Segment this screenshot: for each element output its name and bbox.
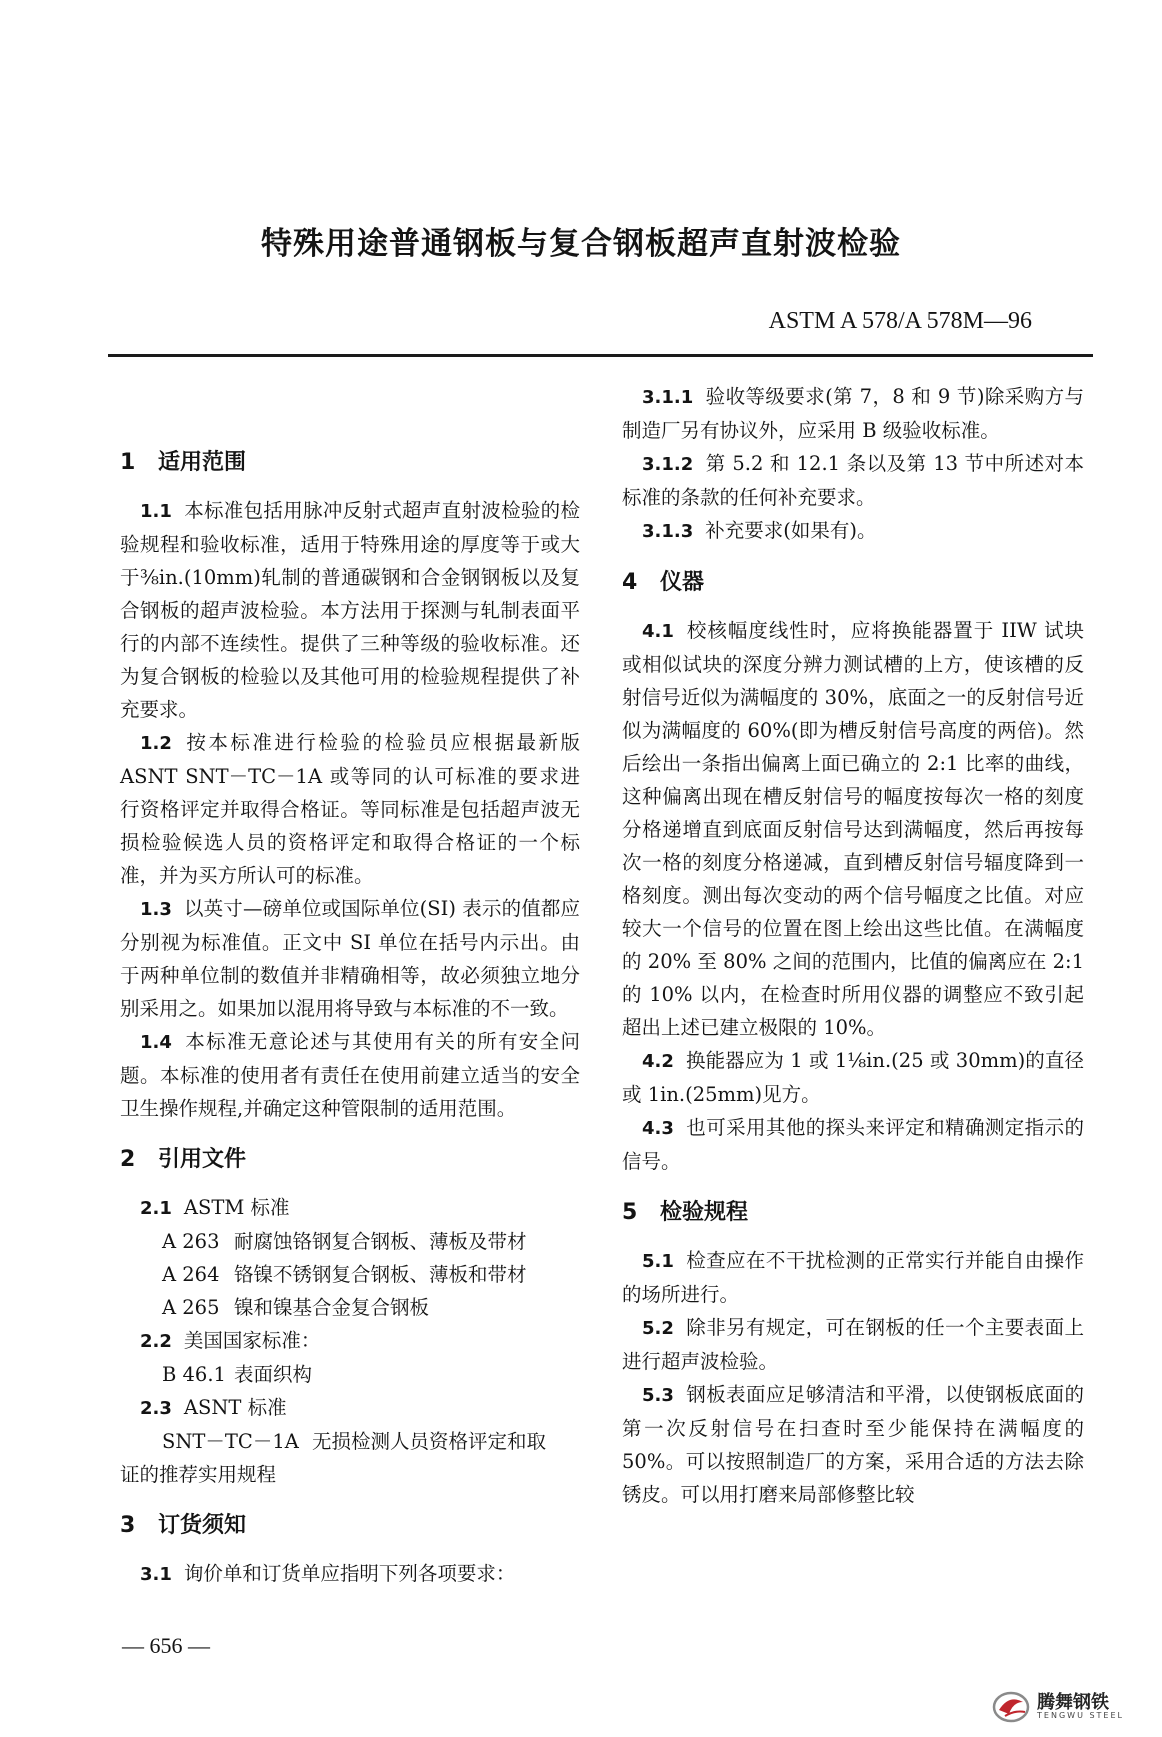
page-number: — 656 — bbox=[122, 1633, 210, 1658]
tengwu-logo-icon bbox=[991, 1690, 1031, 1724]
section-heading-2: 2 引用文件 bbox=[120, 1147, 247, 1172]
clause-2-3: 2.3 ASNT 标准 bbox=[140, 1396, 287, 1419]
header-rule bbox=[108, 354, 1093, 357]
clause-5-1: 5.1 检查应在不干扰检测的正常实行并能自由操作的场所进行。 bbox=[622, 1249, 1084, 1306]
clause-1-3: 1.3 以英寸—磅单位或国际单位(SI) 表示的值都应分别视为标准值。正文中 SI 单位在括号内示出。由于两种单位制的数值并非精确相等，故必须独立地分别采用之。如果加以混用将导致与本标准的不一致。 bbox=[120, 897, 580, 1020]
page-title: 特殊用途普通钢板与复合钢板超声直射波检验 bbox=[261, 226, 901, 262]
section-heading-1: 1 适用范围 bbox=[120, 450, 247, 475]
clause-3-1-1: 3.1.1 验收等级要求(第 7，8 和 9 节)除采购方与制造厂另有协议外，应采用 B 级验收标准。 bbox=[622, 385, 1084, 442]
clause-3-1: 3.1 询价单和订货单应指明下列各项要求： bbox=[140, 1562, 516, 1585]
section-heading-4: 4 仪器 bbox=[622, 570, 705, 595]
standard-number: ASTM A 578/A 578M—96 bbox=[768, 308, 1032, 334]
clause-3-1-2: 3.1.2 第 5.2 和 12.1 条以及第 13 节中所述对本标准的条款的任何补充要求。 bbox=[622, 452, 1084, 509]
reference-a264: A 264 铬镍不锈钢复合钢板、薄板和带材 bbox=[162, 1263, 527, 1286]
clause-1-4: 1.4 本标准无意论述与其使用有关的所有安全问题。本标准的使用者有责任在使用前建立适当的安全卫生操作规程,并确定这种管限制的适用范围。 bbox=[120, 1030, 580, 1120]
clause-3-1-3: 3.1.3 补充要求(如果有)。 bbox=[642, 519, 877, 542]
clause-4-2: 4.2 换能器应为 1 或 1⅛in.(25 或 30mm)的直径或 1in.(25mm)见方。 bbox=[622, 1049, 1084, 1106]
clause-4-1: 4.1 校核幅度线性时，应将换能器置于 IIW 试块或相似试块的深度分辨力测试槽的上方，使该槽的反射信号近似为满幅度的 30%，底面之一的反射信号近似为满幅度的 60%(即为槽反射信号高度的两倍)。然后绘出一条指出偏离上面已确立的 2:1 比率的曲线，这种偏离出现在槽反射信号的幅度按每次一格的刻度分格递增直到底面反射信号达到满幅度，然后再按每次一格的刻度分格递减，直到槽反射信号辐度降到一格刻度。测出每次变动的两个信号幅度之比值。对应较大一个信号的位置在图上绘出这些比值。在满幅度的 20% 至 80% 之间的范围内，比值的偏离应在 2:1 的 10% 以内，在检查时所用仪器的调整应不致引起超出上述已建立极限的 10%。 bbox=[622, 619, 1084, 1039]
clause-1-2: 1.2 按本标准进行检验的检验员应根据最新版 ASNT SNT－TC－1A 或等同的认可标准的要求进行资格评定并取得合格证。等同标准是包括超声波无损检验候选人员的资格评定和取得合格证的一个标准，并为买方所认可的标准。 bbox=[120, 731, 580, 887]
clause-2-2: 2.2 美国国家标准： bbox=[140, 1329, 321, 1352]
reference-snt-tc-1a-continued: 证的推荐实用规程 bbox=[120, 1463, 277, 1486]
clause-5-2: 5.2 除非另有规定，可在钢板的任一个主要表面上进行超声波检验。 bbox=[622, 1316, 1084, 1373]
reference-snt-tc-1a: SNT－TC－1A 无损检测人员资格评定和取 bbox=[162, 1430, 547, 1453]
clause-4-3: 4.3 也可采用其他的探头来评定和精确测定指示的信号。 bbox=[622, 1116, 1084, 1173]
right-column bbox=[622, 380, 1084, 1511]
reference-a263: A 263 耐腐蚀铬钢复合钢板、薄板及带材 bbox=[162, 1230, 527, 1253]
reference-a265: A 265 镍和镍基合金复合钢板 bbox=[162, 1296, 430, 1319]
watermark-text: 腾舞钢铁 bbox=[1037, 1692, 1110, 1713]
clause-2-1: 2.1 ASTM 标准 bbox=[140, 1196, 290, 1219]
section-heading-3: 3 订货须知 bbox=[120, 1513, 247, 1538]
clause-5-3: 5.3 钢板表面应足够清洁和平滑，以使钢板底面的第一次反射信号在扫查时至少能保持在满幅度的 50%。可以按照制造厂的方案，采用合适的方法去除锈皮。可以用打磨来局部修整比较 bbox=[622, 1383, 1084, 1506]
left-column bbox=[120, 428, 580, 1591]
clause-1-1: 1.1 本标准包括用脉冲反射式超声直射波检验的检验规程和验收标准，适用于特殊用途的厚度等于或大于⅜in.(10mm)轧制的普通碳钢和合金钢钢板以及复合钢板的超声波检验。本方法用于探测与轧制表面平行的内部不连续性。提供了三种等级的验收标准。还为复合钢板的检验以及其他可用的检验规程提供了补充要求。 bbox=[120, 499, 580, 721]
section-heading-5: 5 检验规程 bbox=[622, 1200, 749, 1225]
watermark-logo bbox=[991, 1690, 1124, 1724]
watermark-subtext: TENGWU STEEL bbox=[1037, 1711, 1124, 1720]
reference-b46-1: B 46.1 表面织构 bbox=[162, 1363, 313, 1386]
